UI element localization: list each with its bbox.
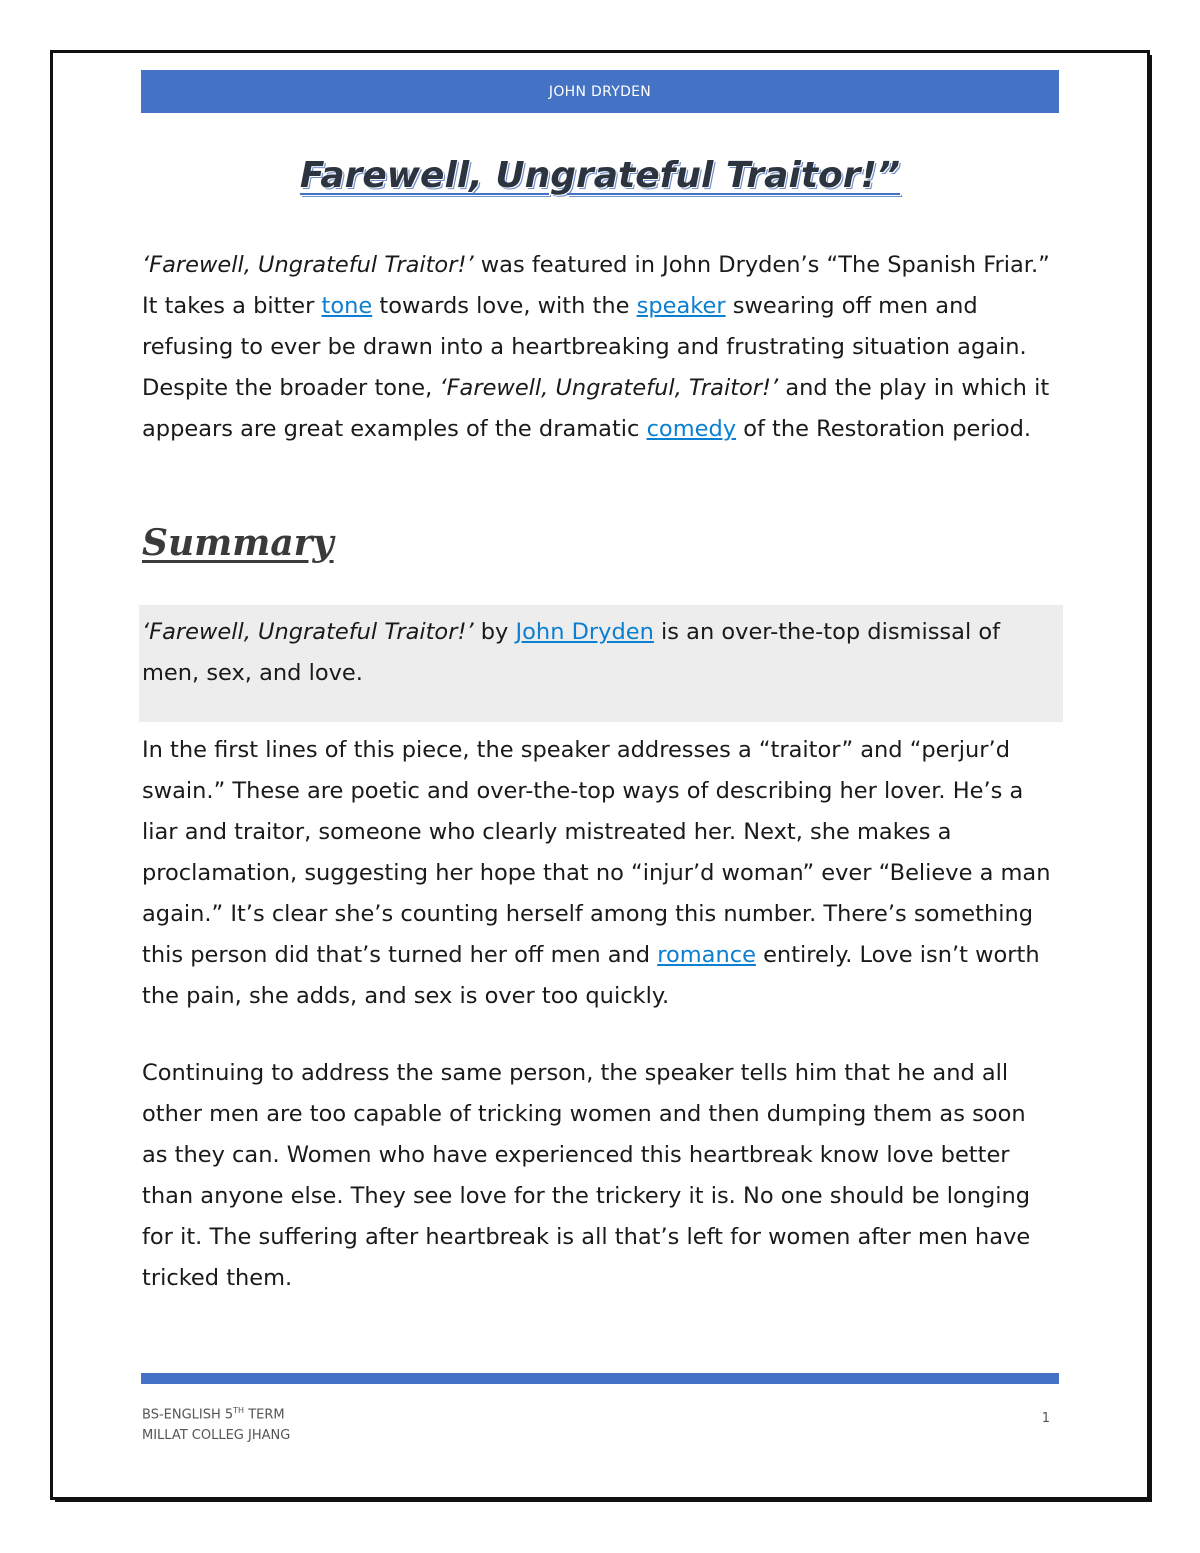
footer-line-1 <box>142 1400 290 1425</box>
footer-line-2: MILLAT COLLEG JHANG <box>142 1428 291 1444</box>
summary-paragraph-2: Continuing to address the same person, the speaker tells him that he and all other men are too capable of tricking women and then dumping them as soon as they can. Women who have experienced this heartbreak know love better than anyone else. They see love for the trickery it is. No one should be longing for it. The suffering after heartbreak is all that’s left for women after men have tricked them. <box>142 1060 1031 1291</box>
quote-text: is an over-the-top dismissal of men, sex, and love. <box>142 619 1001 686</box>
intro-text: was featured in John Dryden’s “The Spanish Friar.” It takes a bitter <box>142 252 1050 319</box>
intro-text: towards love, with the <box>372 293 637 319</box>
footer-superscript: TH <box>233 1406 245 1415</box>
link-comedy[interactable]: comedy <box>646 416 737 442</box>
paragraph-text: In the first lines of this piece, the speaker addresses a “traitor” and “perjur’d swain.” These are poetic and over-the-top ways of describing her lover. He’s a liar and traitor, someone who clearly mistreated her. Next, she makes a proclamation, suggesting her hope that no “injur’d woman” ever “Believe a man again.” It’s clear she’s counting herself among this number. There’s something this person did that’s turned her off men and <box>142 737 1051 968</box>
summary-heading: Summary <box>142 522 334 564</box>
link-tone[interactable]: tone <box>321 293 373 319</box>
link-john-dryden[interactable]: John Dryden <box>515 619 654 645</box>
poem-title-italic: ‘Farewell, Ungrateful Traitor!’ <box>142 252 474 278</box>
intro-text: and the play in which it appears are great examples of the dramatic <box>142 375 1050 442</box>
document-title: Farewell, Ungrateful Traitor!” <box>299 155 901 196</box>
intro-text: swearing off men and refusing to ever be drawn into a heartbreaking and frustrating situation again. Despite the broader tone, <box>142 293 1027 401</box>
header-text: JOHN DRYDEN <box>548 83 652 100</box>
poem-title-italic: ‘Farewell, Ungrateful, Traitor!’ <box>439 375 779 401</box>
paragraph-text: entirely. Love isn’t worth the pain, she adds, and sex is over too quickly. <box>142 942 1040 1009</box>
footer-course: BS-ENGLISH 5 <box>142 1407 234 1423</box>
page-number: 1 <box>1041 1411 1050 1426</box>
footer-info <box>142 1400 290 1446</box>
intro-paragraph <box>142 245 1052 450</box>
poem-title-italic: ‘Farewell, Ungrateful Traitor!’ <box>142 619 474 645</box>
intro-text: of the Restoration period. <box>736 416 1032 442</box>
footer-term: TERM <box>244 1407 285 1423</box>
link-speaker[interactable]: speaker <box>636 293 726 319</box>
summary-quote <box>142 612 1052 694</box>
header-bar <box>141 70 1059 113</box>
quote-text: by <box>473 619 516 645</box>
link-romance[interactable]: romance <box>657 942 756 968</box>
summary-paragraph-1 <box>142 730 1052 1017</box>
footer-bar <box>141 1373 1059 1384</box>
